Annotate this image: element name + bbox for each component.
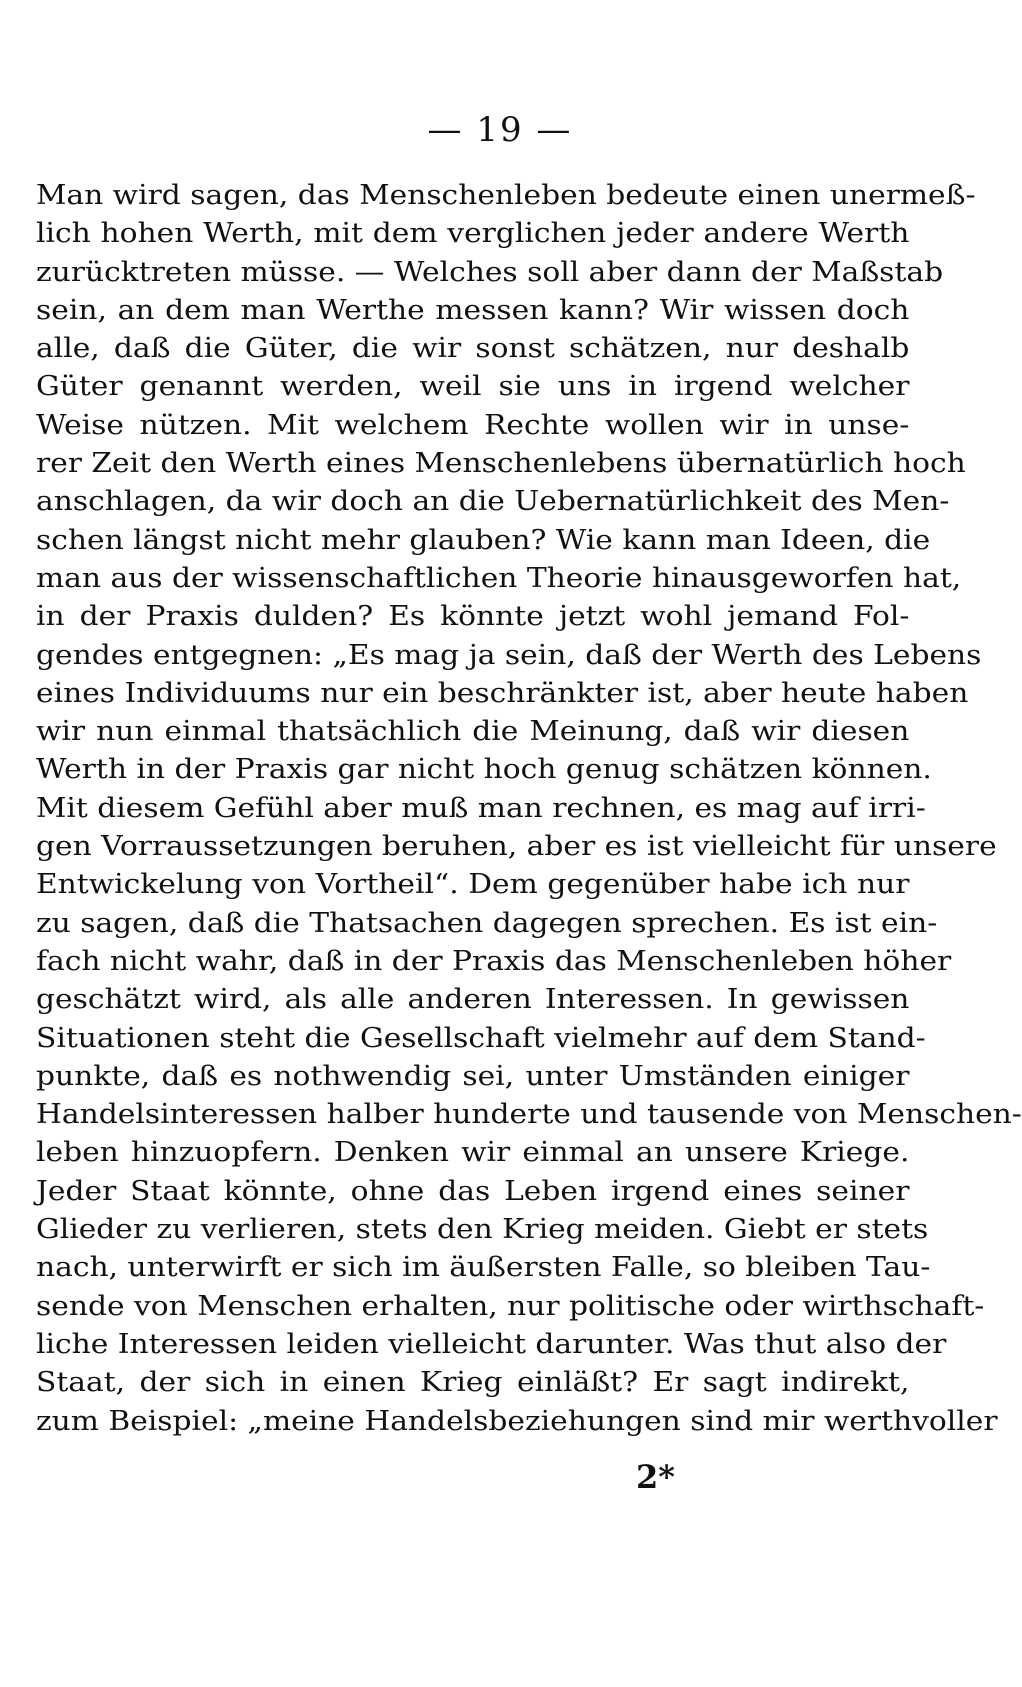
text-line: in der Praxis dulden? Es könnte jetzt wohl jemand Fol-	[36, 601, 910, 633]
text-line: Man wird sagen, das Menschenleben bedeute einen unermeß-	[36, 180, 976, 211]
text-line: fach nicht wahr, daß in der Praxis das Menschenleben höher	[36, 945, 952, 977]
text-line: wir nun einmal thatsächlich die Meinung, daß wir diesen	[36, 716, 910, 748]
text-line: geschätzt wird, als alle anderen Interessen. In gewissen	[36, 984, 910, 1016]
body-text	[36, 177, 1022, 1441]
text-line: alle, daß die Güter, die wir sonst schätzen, nur deshalb	[36, 333, 910, 365]
text-line: Staat, der sich in einen Krieg einläßt? Er sagt indirekt,	[36, 1367, 910, 1399]
text-line: man aus der wissenschaftlichen Theorie hinausgeworfen hat,	[36, 562, 962, 594]
text-line: eines Individuums nur ein beschränkter ist, aber heute haben	[36, 677, 969, 709]
text-line: leben hinzuopfern. Denken wir einmal an unsere Kriege.	[36, 1137, 910, 1169]
text-line: sein, an dem man Werthe messen kann? Wir wissen doch	[36, 294, 910, 326]
text-line: zu sagen, daß die Thatsachen dagegen sprechen. Es ist ein-	[36, 907, 938, 939]
signature-mark: 2*	[636, 1458, 675, 1496]
text-line: zum Beispiel: „meine Handelsbeziehungen sind mir werthvoller	[36, 1405, 998, 1437]
text-line: Jeder Staat könnte, ohne das Leben irgend eines seiner	[36, 1175, 910, 1207]
text-line: punkte, daß es nothwendig sei, unter Umständen einiger	[36, 1060, 910, 1092]
text-line: gen Vorraussetzungen beruhen, aber es ist vielleicht für unsere	[36, 831, 997, 863]
text-line: Entwickelung von Vortheil“. Dem gegenüber habe ich nur	[36, 869, 910, 901]
text-line: Glieder zu verlieren, stets den Krieg meiden. Giebt er stets	[36, 1214, 929, 1246]
text-line: zurücktreten müsse. — Welches soll aber dann der Maßstab	[36, 256, 944, 288]
text-line: anschlagen, da wir doch an die Uebernatürlichkeit des Men-	[36, 486, 950, 518]
text-line: liche Interessen leiden vielleicht darunter. Was thut also der	[36, 1328, 947, 1360]
text-line: nach, unterwirft er sich im äußersten Falle, so bleiben Tau-	[36, 1252, 931, 1284]
text-line: Mit diesem Gefühl aber muß man rechnen, es mag auf irri-	[36, 792, 926, 824]
text-line: Handelsinteressen halber hunderte und tausende von Menschen-	[36, 1099, 1022, 1131]
text-line: Güter genannt werden, weil sie uns in irgend welcher	[36, 371, 910, 403]
text-line: lich hohen Werth, mit dem verglichen jeder andere Werth	[36, 218, 910, 250]
text-line: Werth in der Praxis gar nicht hoch genug schätzen können.	[36, 754, 932, 786]
page-number: — 19 —	[427, 110, 573, 150]
text-line: schen längst nicht mehr glauben? Wie kann man Ideen, die	[36, 524, 931, 556]
text-line: Weise nützen. Mit welchem Rechte wollen wir in unse-	[36, 409, 910, 441]
text-line: rer Zeit den Werth eines Menschenlebens übernatürlich hoch	[36, 448, 966, 480]
text-line: sende von Menschen erhalten, nur politische oder wirthschaft-	[36, 1290, 985, 1322]
text-line: gendes entgegnen: „Es mag ja sein, daß der Werth des Lebens	[36, 639, 982, 671]
text-line: Situationen steht die Gesellschaft vielmehr auf dem Stand-	[36, 1022, 926, 1054]
